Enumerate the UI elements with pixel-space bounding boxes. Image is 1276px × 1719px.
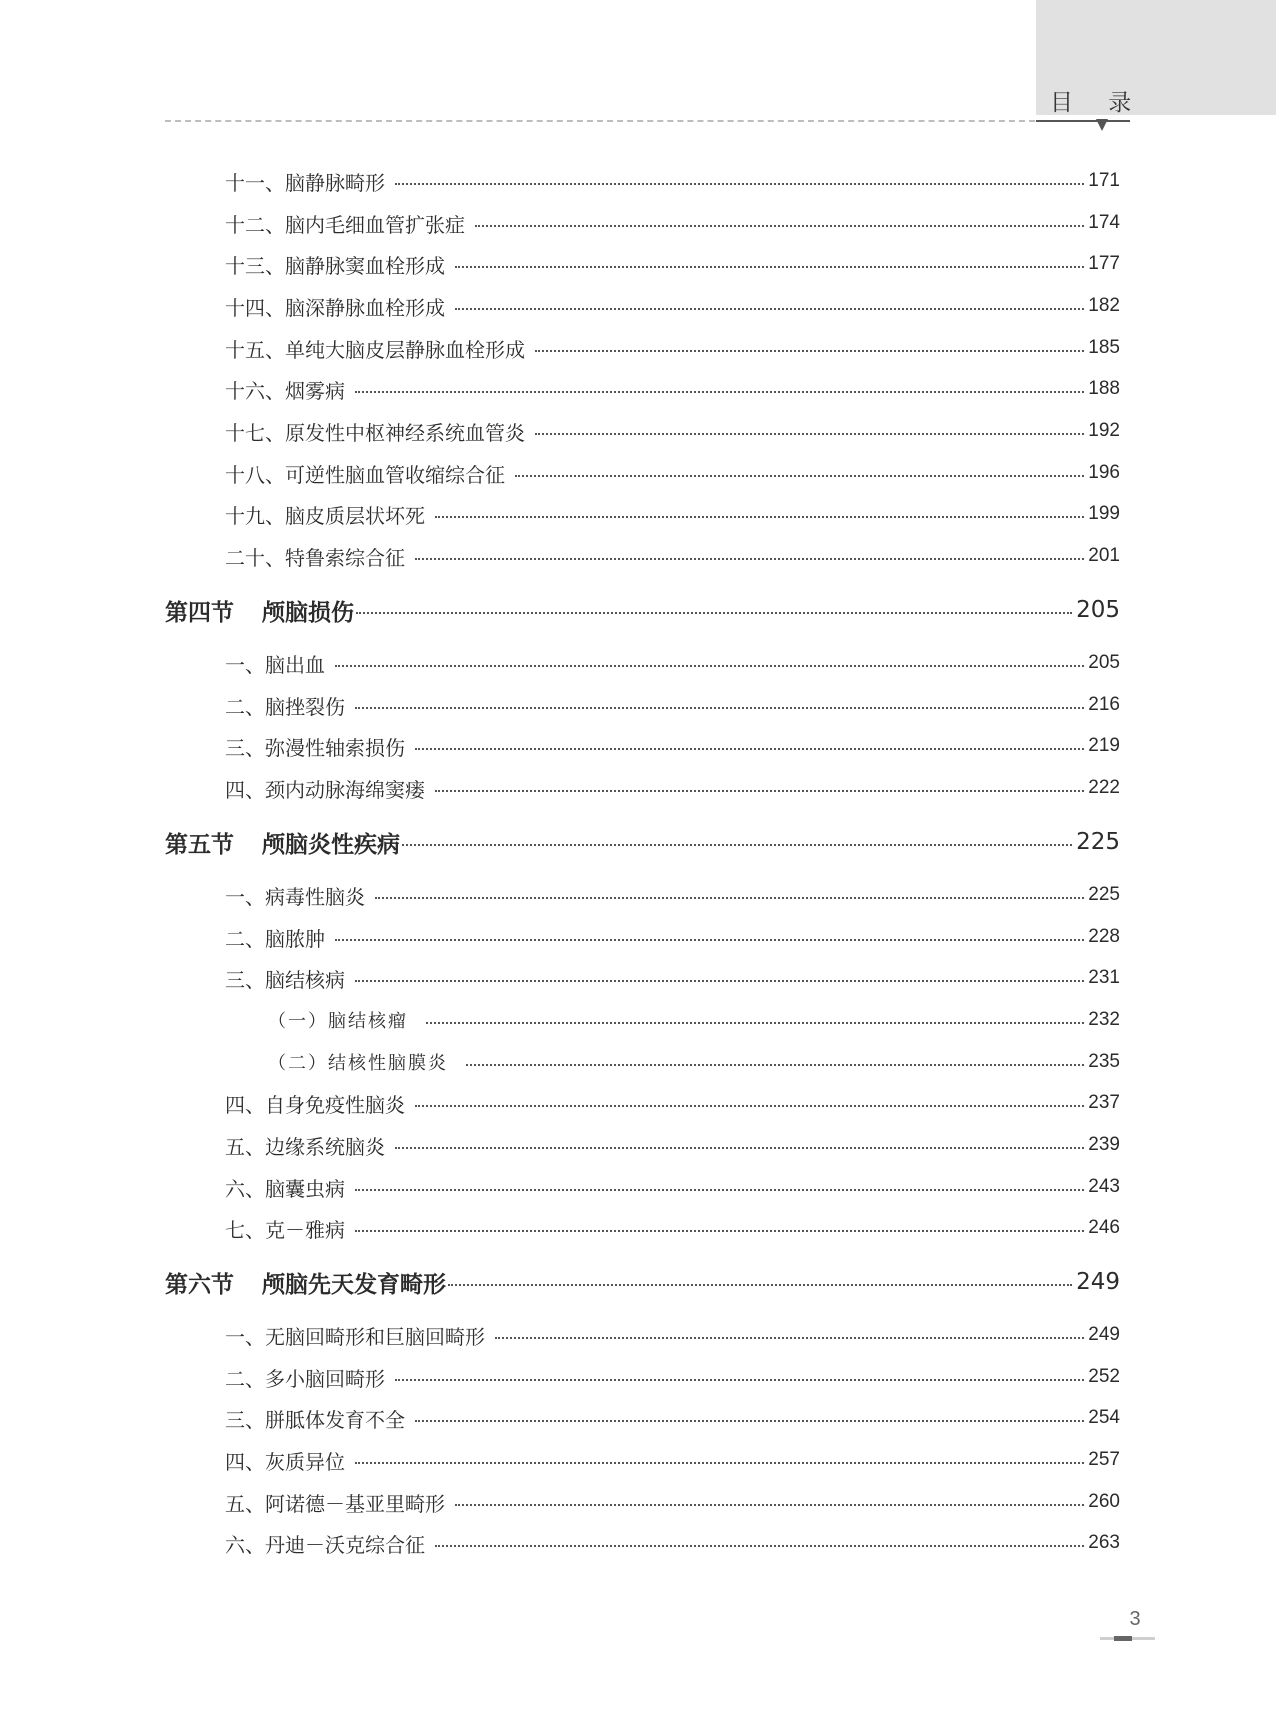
toc-entry[interactable] [225, 643, 1120, 683]
section-heading[interactable] [165, 1262, 1120, 1302]
toc-entry[interactable] [225, 1440, 1120, 1480]
leader-dots [395, 1147, 1084, 1149]
toc-entry-page: 225 [1088, 884, 1120, 905]
toc-entry-page: 182 [1088, 295, 1120, 316]
toc-entry-page: 177 [1088, 253, 1120, 274]
leader-dots [355, 707, 1084, 709]
leader-dots [415, 1420, 1084, 1422]
toc-entry-title: 二、脑挫裂伤 [225, 694, 345, 719]
toc-entry-page: 260 [1088, 1491, 1120, 1512]
toc-entry-page: 185 [1088, 337, 1120, 358]
toc-entry[interactable] [225, 1083, 1120, 1123]
toc-entry[interactable] [225, 1315, 1120, 1355]
toc-entry-title: 六、丹迪－沃克综合征 [225, 1532, 425, 1557]
chapter-header-title: 目 录 [1050, 90, 1146, 116]
toc-entry-page: 199 [1088, 503, 1120, 524]
leader-dots [395, 183, 1084, 185]
leader-dots [335, 665, 1084, 667]
toc-entry[interactable] [225, 1167, 1120, 1207]
leader-dots [435, 516, 1084, 518]
toc-entry[interactable] [225, 494, 1120, 534]
leader-dots [415, 558, 1084, 560]
leader-dots [395, 1379, 1084, 1381]
section-page: 205 [1076, 597, 1120, 623]
leader-dots [355, 391, 1084, 393]
leader-dots [455, 1504, 1084, 1506]
leader-dots [355, 1230, 1084, 1232]
toc-entry-page: 249 [1088, 1324, 1120, 1345]
toc-subentry-title: （二）结核性脑膜炎 [268, 1053, 448, 1074]
leader-dots [435, 1545, 1084, 1547]
section-number: 第四节 [165, 599, 234, 626]
toc-entry-title: 一、无脑回畸形和巨脑回畸形 [225, 1324, 485, 1349]
toc-entry-title: 一、脑出血 [225, 652, 325, 677]
toc-entry[interactable] [225, 726, 1120, 766]
toc-entry-title: 六、脑囊虫病 [225, 1176, 345, 1201]
toc-entry-page: 254 [1088, 1407, 1120, 1428]
toc-entry-page: 222 [1088, 777, 1120, 798]
toc-entry-page: 192 [1088, 420, 1120, 441]
toc-entry-title: 二、多小脑回畸形 [225, 1366, 385, 1391]
toc-entry[interactable] [225, 1398, 1120, 1438]
toc-subentry[interactable] [268, 1042, 1120, 1082]
toc-entry[interactable] [225, 536, 1120, 576]
leader-dots [455, 308, 1084, 310]
toc-entry[interactable] [225, 1482, 1120, 1522]
toc-entry-page: 257 [1088, 1449, 1120, 1470]
section-title: 颅脑炎性疾病 [262, 831, 400, 858]
leader-dots [515, 475, 1084, 477]
leader-dots [466, 1064, 1084, 1066]
leader-dots [435, 790, 1084, 792]
toc-entry[interactable] [225, 1208, 1120, 1248]
section-page: 249 [1076, 1269, 1120, 1295]
toc-subentry-title: （一）脑结核瘤 [268, 1011, 408, 1032]
leader-dots [356, 612, 1072, 614]
leader-dots [415, 1105, 1084, 1107]
toc-entry-page: 246 [1088, 1217, 1120, 1238]
toc-entry-title: 五、阿诺德－基亚里畸形 [225, 1491, 445, 1516]
leader-dots [375, 897, 1084, 899]
leader-dots [426, 1022, 1084, 1024]
footer-rule-accent [1114, 1636, 1132, 1641]
toc-entry[interactable] [225, 875, 1120, 915]
leader-dots [475, 225, 1084, 227]
toc-entry[interactable] [225, 1523, 1120, 1563]
toc-entry-page: 243 [1088, 1176, 1120, 1197]
toc-entry-title: 一、病毒性脑炎 [225, 884, 365, 909]
toc-entry[interactable] [225, 768, 1120, 808]
leader-dots [355, 1462, 1084, 1464]
header-dashed-rule [165, 120, 1035, 122]
toc-entry-page: 228 [1088, 926, 1120, 947]
header-notch [1096, 119, 1108, 131]
toc-entry[interactable] [225, 286, 1120, 326]
toc-entry-title: 十八、可逆性脑血管收缩综合征 [225, 462, 505, 487]
toc-entry-page: 205 [1088, 652, 1120, 673]
toc-entry-title: 十四、脑深静脉血栓形成 [225, 295, 445, 320]
toc-entry-title: 四、灰质异位 [225, 1449, 345, 1474]
toc-entry-title: 十三、脑静脉窦血栓形成 [225, 253, 445, 278]
leader-dots [535, 350, 1084, 352]
toc-entry-page: 171 [1088, 170, 1120, 191]
toc-entry-title: 二、脑脓肿 [225, 926, 325, 951]
leader-dots [495, 1337, 1084, 1339]
section-number: 第六节 [165, 1271, 234, 1298]
toc-entry[interactable] [225, 1357, 1120, 1397]
leader-dots [455, 266, 1084, 268]
toc-entry-title: 五、边缘系统脑炎 [225, 1134, 385, 1159]
toc-entry[interactable] [225, 1125, 1120, 1165]
leader-dots [415, 748, 1084, 750]
toc-entry-title: 十一、脑静脉畸形 [225, 170, 385, 195]
toc-entry[interactable] [225, 328, 1120, 368]
leader-dots [355, 1189, 1084, 1191]
toc-entry-page: 196 [1088, 462, 1120, 483]
page-number: 3 [1129, 1608, 1141, 1630]
toc-entry-title: 七、克－雅病 [225, 1217, 345, 1242]
toc-entry-page: 239 [1088, 1134, 1120, 1155]
toc-entry-title: 三、弥漫性轴索损伤 [225, 735, 405, 760]
toc-entry-page: 219 [1088, 735, 1120, 756]
toc-entry[interactable] [225, 453, 1120, 493]
leader-dots [335, 939, 1084, 941]
toc-entry-page: 216 [1088, 694, 1120, 715]
toc-entry-title: 十二、脑内毛细血管扩张症 [225, 212, 465, 237]
toc-entry-title: 十九、脑皮质层状坏死 [225, 503, 425, 528]
toc-entry-title: 四、自身免疫性脑炎 [225, 1092, 405, 1117]
toc-entry-page: 237 [1088, 1092, 1120, 1113]
toc-entry[interactable] [225, 411, 1120, 451]
toc-entry-title: 三、脑结核病 [225, 967, 345, 992]
toc-entry-title: 三、胼胝体发育不全 [225, 1407, 405, 1432]
leader-dots [448, 1284, 1072, 1286]
leader-dots [355, 980, 1084, 982]
toc-entry-page: 252 [1088, 1366, 1120, 1387]
toc-entry-page: 201 [1088, 545, 1120, 566]
toc-entry[interactable] [225, 161, 1120, 201]
toc-entry[interactable] [225, 917, 1120, 957]
toc-entry-page: 263 [1088, 1532, 1120, 1553]
section-number: 第五节 [165, 831, 234, 858]
toc-entry[interactable] [225, 958, 1120, 998]
toc-entry[interactable] [225, 369, 1120, 409]
toc-entry-page: 174 [1088, 212, 1120, 233]
header-underline [1036, 120, 1130, 122]
toc-entry-title: 十五、单纯大脑皮层静脉血栓形成 [225, 337, 525, 362]
leader-dots [402, 844, 1072, 846]
toc-entry-title: 十六、烟雾病 [225, 378, 345, 403]
toc-entry[interactable] [225, 685, 1120, 725]
section-heading[interactable] [165, 822, 1120, 862]
section-title: 颅脑先天发育畸形 [262, 1271, 446, 1298]
toc-entry-page: 231 [1088, 967, 1120, 988]
leader-dots [535, 433, 1084, 435]
toc-subentry-page: 232 [1088, 1009, 1120, 1030]
section-heading[interactable] [165, 590, 1120, 630]
toc-subentry[interactable] [268, 1000, 1120, 1040]
toc-subentry-page: 235 [1088, 1051, 1120, 1072]
toc-entry[interactable] [225, 244, 1120, 284]
toc-entry-title: 十七、原发性中枢神经系统血管炎 [225, 420, 525, 445]
section-title: 颅脑损伤 [262, 599, 354, 626]
toc-entry-page: 188 [1088, 378, 1120, 399]
toc-entry-title: 四、颈内动脉海绵窦瘘 [225, 777, 425, 802]
section-page: 225 [1076, 829, 1120, 855]
toc-entry-title: 二十、特鲁索综合征 [225, 545, 405, 570]
toc-entry[interactable] [225, 203, 1120, 243]
